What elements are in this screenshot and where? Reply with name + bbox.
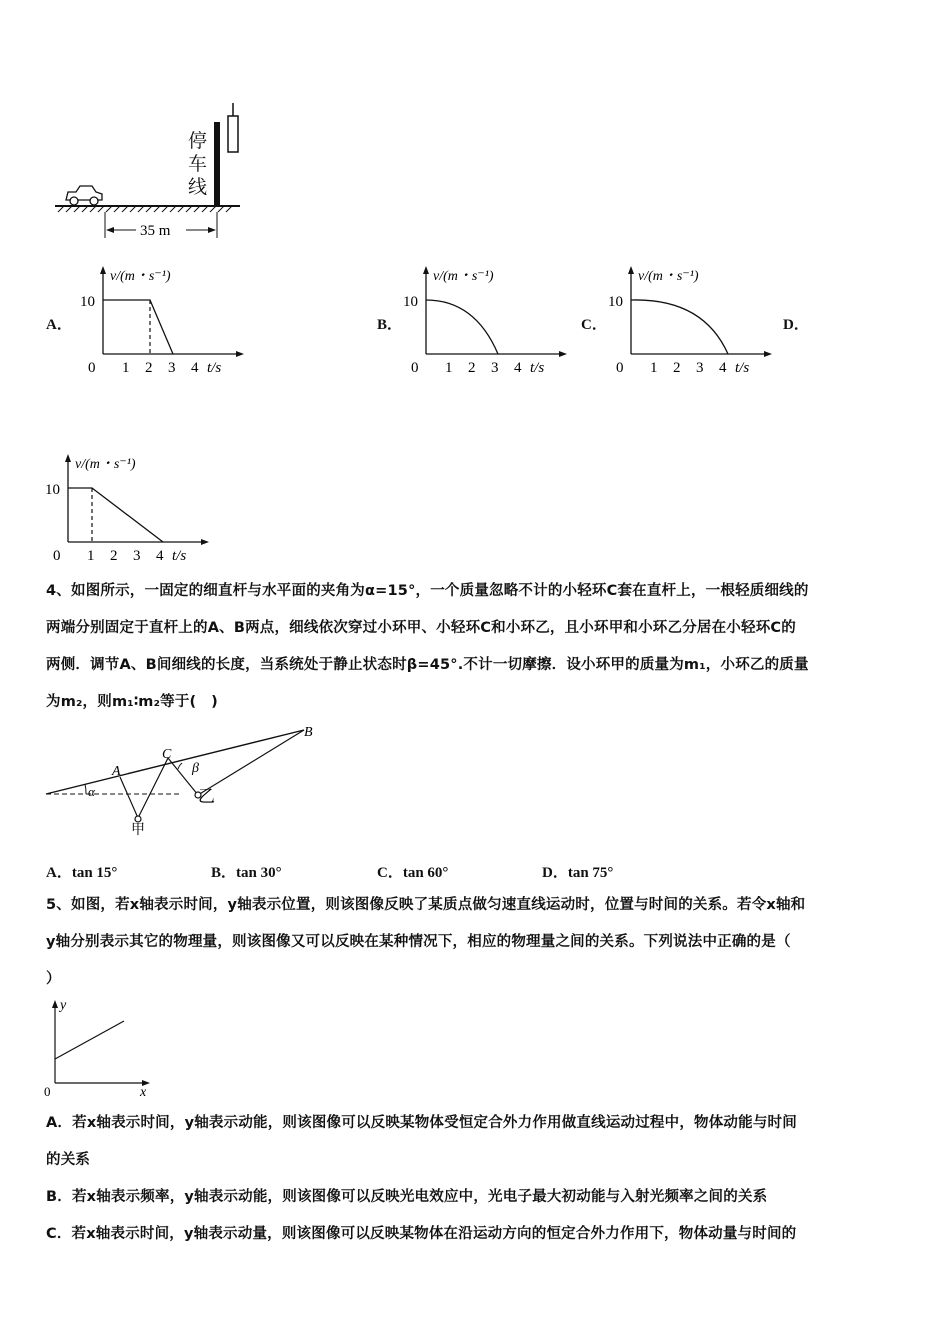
- vt-graph-b: [403, 262, 578, 382]
- distance-label: 35 m: [140, 223, 171, 239]
- vt-x-tick: 3: [491, 360, 499, 376]
- vt-y-tick: 10: [608, 294, 623, 310]
- vt-xlabel: t/s: [530, 360, 545, 376]
- vt-graph-c: [608, 262, 783, 382]
- point-a-label: A: [112, 764, 121, 779]
- vt-x-tick: 2: [673, 360, 681, 376]
- beta-label: β: [192, 761, 199, 776]
- vt-x-tick: 4: [514, 360, 522, 376]
- vt-x-tick: 1: [445, 360, 453, 376]
- question-4: [46, 573, 908, 721]
- q5-option-c[interactable]: C．若x轴表示时间，y轴表示动量，则该图像可以反映某物体在沿运动方向的恒定合外力作用下，物体动量与时间的: [46, 1226, 797, 1242]
- q5-line: ）: [46, 971, 61, 987]
- q5-option-a-cont[interactable]: 的关系: [46, 1152, 91, 1168]
- car-icon: [66, 186, 102, 205]
- alpha-label: α: [88, 784, 95, 799]
- question-5: [46, 887, 908, 998]
- vt-x-tick: 3: [168, 360, 176, 376]
- x-axis-label: x: [140, 1085, 147, 1100]
- stop-line-pole: [214, 122, 220, 206]
- point-c-label: C: [162, 747, 172, 762]
- vt-x-tick: 4: [156, 548, 164, 564]
- vt-x-tick: 0: [88, 360, 96, 376]
- option-a-label[interactable]: A．: [46, 317, 72, 333]
- vt-x-tick: 3: [696, 360, 704, 376]
- vt-x-tick: 4: [719, 360, 727, 376]
- y-axis-label: y: [60, 998, 67, 1013]
- vt-x-tick: 1: [87, 548, 95, 564]
- vt-x-tick: 4: [191, 360, 199, 376]
- q4-line: 两端分别固定于直杆上的A、B两点，细线依次穿过小环甲、小轻环C和小环乙，且小环甲和小环乙分居在小轻环C的: [46, 620, 796, 636]
- vt-y-tick: 10: [45, 482, 60, 498]
- vt-xlabel: t/s: [172, 548, 187, 564]
- vt-x-tick: 2: [145, 360, 153, 376]
- vt-x-tick: 0: [411, 360, 419, 376]
- q5-option-b[interactable]: B．若x轴表示频率，y轴表示动能，则该图像可以反映光电效应中，光电子最大初动能与入射光频率之间的关系: [46, 1189, 768, 1205]
- origin-label: 0: [44, 1084, 51, 1099]
- vt-x-tick: 2: [468, 360, 476, 376]
- vt-x-tick: 0: [53, 548, 61, 564]
- traffic-light-icon: [228, 116, 238, 152]
- vt-ylabel: v/(m・s⁻¹): [638, 269, 699, 284]
- q4-line: 4、如图所示，一固定的细直杆与水平面的夹角为α=15°，一个质量忽略不计的小轻环C套在直杆上，一根轻质细线的: [46, 583, 809, 599]
- q4-option-a[interactable]: A．tan 15°: [46, 865, 118, 881]
- option-b-label[interactable]: B．: [377, 317, 403, 333]
- vt-x-tick: 2: [110, 548, 118, 564]
- stop-line-sign: 停车线: [188, 130, 208, 198]
- vt-ylabel: v/(m・s⁻¹): [433, 269, 494, 284]
- option-d-label[interactable]: D．: [783, 317, 809, 333]
- vt-graph-a: [80, 262, 255, 382]
- q5-line: 5、如图，若x轴表示时间，y轴表示位置，则该图像反映了某质点做匀速直线运动时，位置与时间的关系。若令x轴和: [46, 897, 806, 913]
- vt-ylabel: v/(m・s⁻¹): [75, 457, 136, 472]
- q5-linear-graph: [40, 995, 160, 1100]
- vt-xlabel: t/s: [735, 360, 750, 376]
- q4-line: 两侧．调节A、B间细线的长度，当系统处于静止状态时β=45°.不计一切摩擦．设小环甲的质量为m₁，小环乙的质量: [46, 657, 809, 673]
- vt-x-tick: 3: [133, 548, 141, 564]
- vt-x-tick: 1: [122, 360, 130, 376]
- vt-x-tick: 0: [616, 360, 624, 376]
- q5-line: y轴分别表示其它的物理量，则该图像又可以反映在某种情况下，相应的物理量之间的关系。下列说法中正确的是（: [46, 934, 791, 950]
- vt-y-tick: 10: [403, 294, 418, 310]
- ring-yi-label: 乙: [198, 787, 215, 807]
- point-b-label: B: [304, 725, 313, 740]
- rod-ring-figure: [42, 720, 332, 840]
- q5-options: [46, 1105, 908, 1253]
- vt-y-tick: 10: [80, 294, 95, 310]
- q4-line: 为m₂，则m₁∶m₂等于( ): [46, 694, 218, 710]
- q4-option-c[interactable]: C．tan 60°: [377, 865, 449, 881]
- vt-xlabel: t/s: [207, 360, 222, 376]
- vt-graph-d: [45, 450, 220, 570]
- q5-option-a[interactable]: A．若x轴表示时间，y轴表示动能，则该图像可以反映某物体受恒定合外力作用做直线运动过程中，物体动能与时间: [46, 1115, 797, 1131]
- stop-line-figure: [50, 100, 250, 245]
- q4-option-d[interactable]: D．tan 75°: [542, 865, 614, 881]
- ring-jia-label: 甲: [131, 822, 145, 838]
- vt-ylabel: v/(m・s⁻¹): [110, 269, 171, 284]
- vt-x-tick: 1: [650, 360, 658, 376]
- option-c-label[interactable]: C．: [581, 317, 607, 333]
- q4-option-b[interactable]: B．tan 30°: [211, 865, 282, 881]
